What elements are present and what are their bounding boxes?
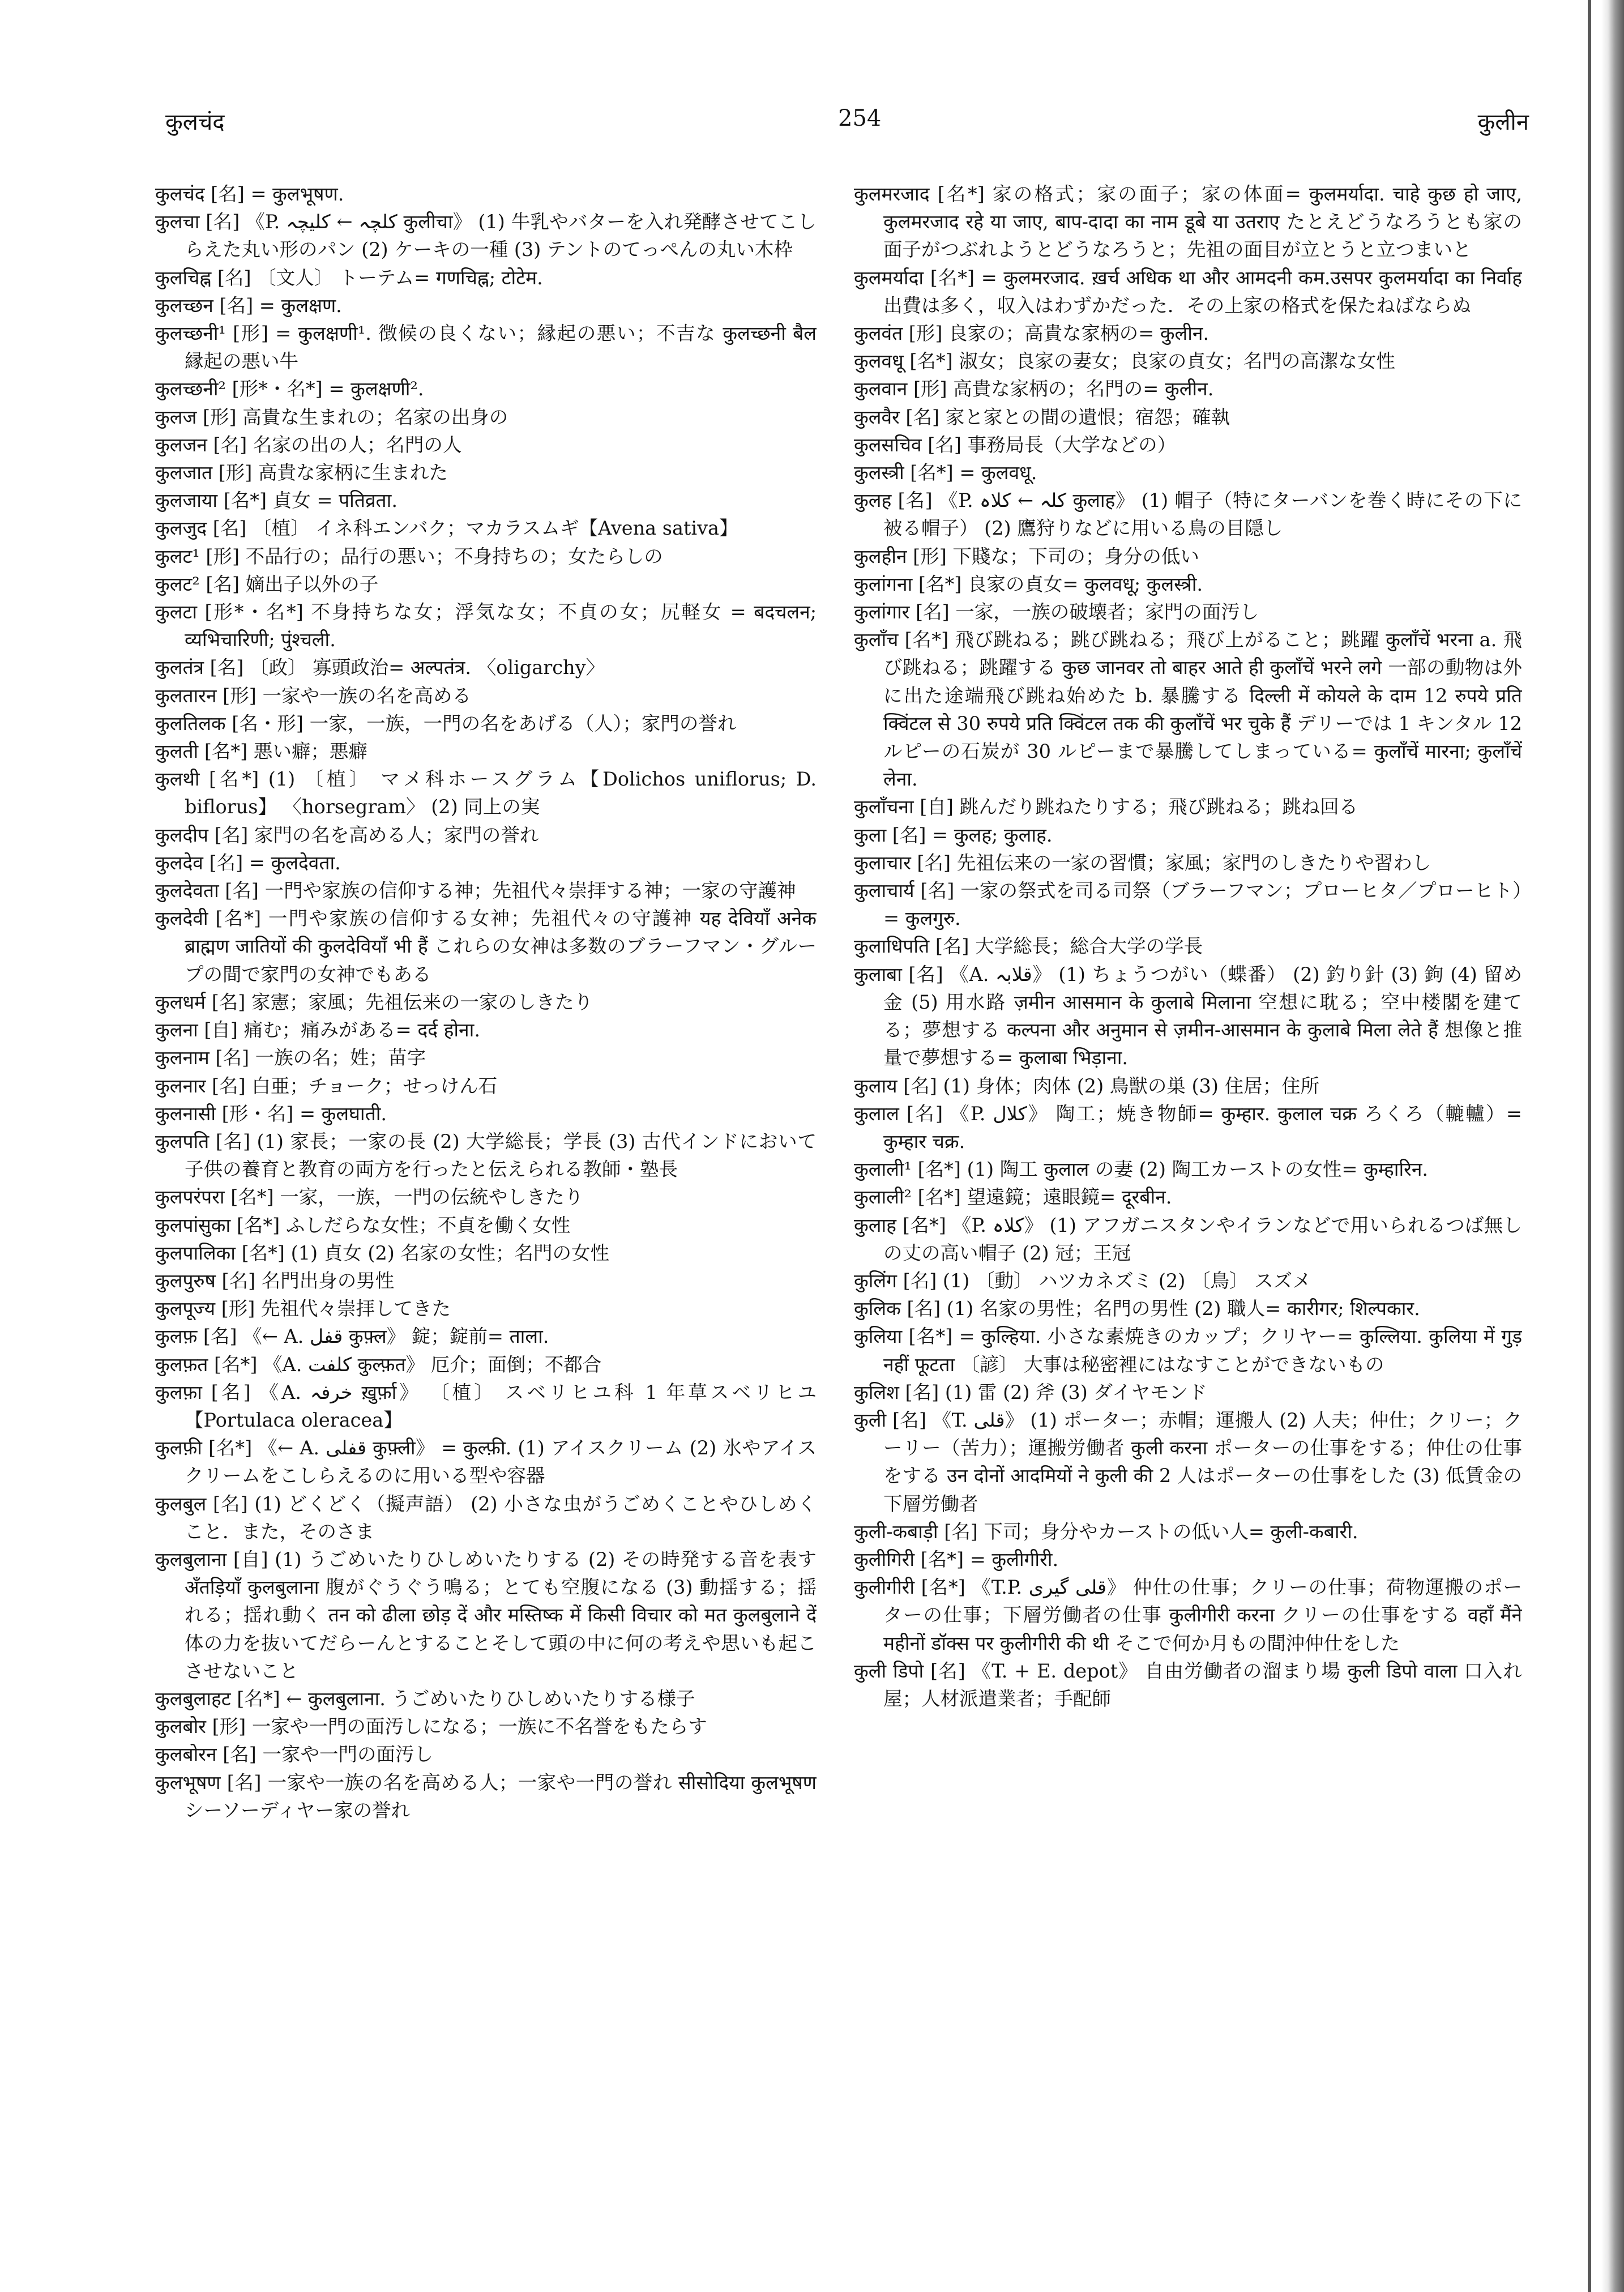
dictionary-entry: कुलांगार [名] 一家，一族の破壊者；家門の面汚し <box>854 601 1259 624</box>
dictionary-entry: कुलचंद [名] = कुलभूषण. <box>155 183 344 205</box>
dictionary-entry: कुलफ़ [名] 《← A. قفل कुफ़्ल》 錠；錠前= ताला. <box>155 1325 549 1348</box>
dictionary-entry: कुलबुल [名] (1) どくどく（擬声語） (2) 小さな虫がうごめくことやひしめくこと．また，そのさま <box>155 1492 817 1543</box>
right-running-headword: कुलीन <box>1477 109 1529 135</box>
dictionary-entry: कुलजुद [名] 〔植〕 イネ科エンバク；マカラスムギ【Avena sativa】 <box>155 517 738 540</box>
dictionary-entry: कुलच्छनी² [形*・名*] = कुलक्षणी². <box>155 378 424 400</box>
dictionary-entry: कुलपरंपरा [名*] 一家，一族，一門の伝統やしきたり <box>155 1186 584 1209</box>
dictionary-entry: कुलाल [名] 《P. کلال》 陶工；焼き物師= कुम्हार. कुलाल चक्र ろくろ（轆轤）= कुम्हार चक्र. <box>854 1102 1522 1153</box>
dictionary-entry: कुलधर्म [名] 家憲；家風；先祖伝来の一家のしきたり <box>155 991 593 1013</box>
dictionary-entry: कुलपुरुष [名] 名門出身の男性 <box>155 1269 395 1292</box>
dictionary-entry: कुलिंग [名] (1) 〔動〕 ハツカネズミ (2) 〔鳥〕 スズメ <box>854 1269 1311 1292</box>
dictionary-entry: कुलजाया [名*] 貞女 = पतिव्रता. <box>155 489 398 512</box>
left-running-headword: कुलचंद <box>165 109 225 135</box>
dictionary-entry: कुलह [名] 《P. کلہ ← کلاہ कुलाह》 (1) 帽子（特にターバンを巻く時にその下に被る帽子） (2) 鷹狩りなどに用いる鳥の目隠し <box>854 489 1522 540</box>
dictionary-entry: कुलफ़ी [名*] 《← A. قفلی कुफ़्ली》 = कुल्फ़ी. (1) アイスクリーム (2) 氷やアイスクリームをこしらえるのに用いる型や容器 <box>155 1437 817 1487</box>
dictionary-entry: कुलना [自] 痛む；痛みがある= दर्द होना. <box>155 1019 480 1042</box>
dictionary-entry: कुलाली¹ [名*] (1) 陶工 कुलाल の妻 (2) 陶工カーストの女性= कुम्हारिन. <box>854 1158 1429 1181</box>
dictionary-entry: कुलिक [名] (1) 名家の男性；名門の男性 (2) 職人= कारीगर; शिल्पकार. <box>854 1297 1420 1320</box>
dictionary-entry: कुलाली² [名*] 望遠鏡；遠眼鏡= दूरबीन. <box>854 1186 1172 1209</box>
dictionary-entry: कुलिश [名] (1) 雷 (2) 斧 (3) ダイヤモンド <box>854 1381 1207 1403</box>
dictionary-entry: कुला [名] = कुलह; कुलाह. <box>854 823 1053 846</box>
dictionary-entry: कुलभूषण [名] 一家や一族の名を高める人；一家や一門の誉れ सीसोदिया कुलभूषण シーソーディヤー家の誉れ <box>155 1771 817 1821</box>
dictionary-entry: कुलबुलाना [自] (1) うごめいたりひしめいたりする (2) その時発する音を表す अँतड़ियाँ कुलबुलाना 腹がぐうぐう鳴る；とても空腹になる (3) 動揺する；揺れる；揺れ動く तन को ढीला छोड़ दें और मस्तिष्क में किसी विचार को मत कुलबुलाने दें 体の力を抜いてだらーんとすることそして頭の中に何の考えや思いも起こさせないこと <box>155 1548 817 1682</box>
dictionary-entry: कुलवैर [名] 家と家との間の遺恨；宿怨；確執 <box>854 406 1230 428</box>
dictionary-entry: कुलाबा [名] 《A. قلابہ》 (1) ちょうつがい（蝶番） (2) 釣り針 (3) 鉤 (4) 留め金 (5) 用水路 ज़मीन आसमान के कुलाबे मिलाना 空想に耽る；空中楼閣を建てる；夢想する कल्पना और अनुमान से ज़मीन-आसमान के कुलाबे मिला लेते हैं 想像と推量で夢想する= कुलाबा भिड़ाना. <box>854 963 1522 1069</box>
dictionary-entry: कुलपति [名] (1) 家長；一家の長 (2) 大学総長；学長 (3) 古代インドにおいて子供の養育と教育の両方を行ったと伝えられる教師・塾長 <box>155 1130 817 1181</box>
dictionary-entry: कुलीगिरी [名*] = कुलीगीरी. <box>854 1548 1059 1570</box>
dictionary-entry: कुलपूज्य [形] 先祖代々崇拝してきた <box>155 1297 451 1320</box>
dictionary-entry: कुलवंत [形] 良家の；高貴な家柄の= कुलीन. <box>854 322 1210 345</box>
dictionary-entry: कुलचा [名] 《P. کلچہ ← کلیچہ कुलीचा》 (1) 牛乳やバターを入れ発酵させてこしらえた丸い形のパン (2) ケーキの一種 (3) テントのてっぺんの丸い木枠 <box>155 211 817 261</box>
dictionary-entry: कुलदेवी [名*] 一門や家族の信仰する女神；先祖代々の守護神 यह देवियाँ अनेक ब्राह्मण जातियों की कुलदेवियाँ भी हैं これらの女神は多数のブラーフマン・グループの間で家門の女神でもある <box>155 907 817 985</box>
dictionary-entry: कुलिया [名*] = कुल्हिया. 小さな素焼きのカップ；クリヤー= कुल्लिया. कुलिया में गुड़ नहीं फूटता 〔諺〕 大事は秘密裡にはなすことができないもの <box>854 1325 1522 1376</box>
dictionary-entry: कुलबोर [形] 一家や一門の面汚しになる；一族に不名誉をもたらす <box>155 1715 707 1738</box>
dictionary-entry: कुलदीप [名] 家門の名を高める人；家門の誉れ <box>155 823 539 846</box>
dictionary-entry: कुलमर्यादा [名*] = कुलमरजाद. ख़र्च अधिक था और आमदनी कम.उसपर कुलमर्यादा का निर्वाह 出費は多く，収入はわずかだった．その上家の格式を保たねばならぬ <box>854 266 1522 317</box>
dictionary-entry: कुलतंत्र [名] 〔政〕 寡頭政治= अल्पतंत्र. 〈oligarchy〉 <box>155 656 605 679</box>
dictionary-entry: कुली-कबाड़ी [名] 下司；身分やカーストの低い人= कुली-कबारी. <box>854 1520 1358 1543</box>
dictionary-entry: कुलाँच [名*] 飛び跳ねる；跳び跳ねる；飛び上がること；跳躍 कुलाँचें भरना a. 飛び跳ねる；跳躍する कुछ जानवर तो बाहर आते ही कुलाँचें भरने लगे 一部の動物は外に出た途端飛び跳ね始めた b. 暴騰する दिल्ली में कोयले के दाम 12 रुपये प्रति क्विंटल से 30 रुपये प्रति क्विंटल तक की कुलाँचें भर चुके हैं デリーでは 1 キンタル 12 ルピーの石炭が 30 ルピーまで暴騰してしまっている= कुलाँचें मारना; कुलाँचें लेना. <box>854 629 1522 791</box>
dictionary-entry: कुलदेव [名] = कुलदेवता. <box>155 851 341 874</box>
dictionary-entry: कुलतारन [形] 一家や一族の名を高める <box>155 684 471 707</box>
dictionary-entry: कुलवधू [名*] 淑女；良家の妻女；良家の貞女；名門の高潔な女性 <box>854 350 1395 373</box>
right-column <box>854 180 1522 2287</box>
dictionary-entry: कुलट² [名] 嫡出子以外の子 <box>155 573 379 595</box>
dictionary-entry: कुलदेवता [名] 一門や家族の信仰する神；先祖代々崇拝する神；一家の守護神 <box>155 880 796 902</box>
scan-binding-shadow <box>1588 0 1591 2292</box>
scan-page-edge <box>1601 0 1624 2292</box>
dictionary-entry: कुलच्छन [名] = कुलक्षण. <box>155 294 342 317</box>
dictionary-entry: कुलस्त्री [名*] = कुलवधू. <box>854 462 1037 484</box>
dictionary-entry: कुलाह [名*] 《P. کلاہ》 (1) アフガニスタンやイランなどで用いられるつば無しの丈の高い帽子 (2) 冠；王冠 <box>854 1214 1522 1264</box>
dictionary-entry: कुलनासी [形・名] = कुलघाती. <box>155 1102 387 1125</box>
dictionary-entry: कुलनाम [名] 一族の名；姓；苗字 <box>155 1047 426 1069</box>
dictionary-entry: कुलफ़त [名*] 《A. کلفت कुल्फ़त》 厄介；面倒；不都合 <box>155 1353 602 1376</box>
dictionary-entry: कुलाय [名] (1) 身体；肉体 (2) 鳥獣の巣 (3) 住居；住所 <box>854 1074 1320 1097</box>
dictionary-entry: कुली [名] 《T. قلی》 (1) ポーター；赤帽；運搬人 (2) 人夫；仲仕；クリー；クーリー（苦力）；運搬労働者 कुली करना ポーターの仕事をする；仲仕の仕事をする उन दोनों आदमियों ने कुली की 2 人はポーターの仕事をした (3) 低賃金の下層労働者 <box>854 1409 1522 1515</box>
dictionary-entry: कुलांगना [名*] 良家の貞女= कुलवधू; कुलस्त्री. <box>854 573 1203 595</box>
dictionary-entry: कुलपालिका [名*] (1) 貞女 (2) 名家の女性；名門の女性 <box>155 1241 609 1264</box>
dictionary-entry: कुलटा [形*・名*] 不身持ちな女；浮気な女；不貞の女；尻軽女 = बदचलन; व्यभिचारिणी; पुंश्चली. <box>155 601 817 651</box>
dictionary-entry: कुलीगीरी [名*] 《T.P. قلی گیری》 仲仕の仕事；クリーの仕事；荷物運搬のポーターの仕事；下層労働者の仕事 कुलीगीरी करना クリーの仕事をする वहाँ मैंने महीनों डॉक्स पर कुलीगीरी की थी そこで何か月もの間沖仲仕をした <box>854 1576 1522 1654</box>
dictionary-entry: कुलाधिपति [名] 大学総長；総合大学の学長 <box>854 935 1203 958</box>
dictionary-entry: कुलमरजाद [名*] 家の格式；家の面子；家の体面= कुलमर्यादा. चाहे कुछ हो जाए, कुलमरजाद रहे या जाए, बाप-दादा का नाम डूबे या उतराए たとえどうなろうとも家の面子がつぶれようとどうなろうと；先祖の面目が立とうと立つまいと <box>854 183 1522 261</box>
dictionary-entry: कुलतिलक [名・形] 一家，一族，一門の名をあげる（人）；家門の誉れ <box>155 712 737 735</box>
dictionary-entry: कुलपांसुका [名*] ふしだらな女性；不貞を働く女性 <box>155 1214 571 1236</box>
left-column <box>155 180 817 2287</box>
page-header <box>165 105 1529 151</box>
dictionary-entry: कुली डिपो [名] 《T. + E. depot》 自由労働者の溜まり場 कुली डिपो वाला 口入れ屋；人材派遣業者；手配師 <box>854 1659 1522 1710</box>
dictionary-entry: कुलसचिव [名] 事務局長（大学などの） <box>854 433 1177 456</box>
dictionary-entry: कुलती [名*] 悪い癖；悪癖 <box>155 740 367 763</box>
dictionary-entry: कुलबोरन [名] 一家や一門の面汚し <box>155 1743 433 1766</box>
dictionary-entry: कुलवान [形] 高貴な家柄の；名門の= कुलीन. <box>854 378 1214 400</box>
dictionary-entry: कुलहीन [形] 下賤な；下司の；身分の低い <box>854 545 1199 567</box>
dictionary-entry: कुलट¹ [形] 不品行の；品行の悪い；不身持ちの；女たらしの <box>155 545 663 567</box>
dictionary-entry: कुलनार [名] 白亜；チョーク；せっけん石 <box>155 1074 498 1097</box>
dictionary-entry: कुलबुलाहट [名*] ← कुलबुलाना. うごめいたりひしめいたりする様子 <box>155 1687 695 1710</box>
page-number: 254 <box>838 105 882 131</box>
dictionary-entry: कुलजात [形] 高貴な家柄に生まれた <box>155 462 448 484</box>
dictionary-entry: कुलथी [名*] (1) 〔植〕 マメ科ホースグラム【Dolichos uniflorus; D. biflorus】 〈horsegram〉 (2) 同上の実 <box>155 768 817 818</box>
dictionary-entry: कुलफ़ा [名] 《A. خرفہ ख़ुर्फ़ा》 〔植〕 スベリヒユ科 1 年草スベリヒユ【Portulaca oleracea】 <box>155 1381 817 1431</box>
dictionary-entry: कुलचिह्न [名] 〔文人〕 トーテム= गणचिह्न; टोटेम. <box>155 266 543 289</box>
dictionary-entry: कुलाचार्य [名] 一家の祭式を司る司祭（ブラーフマン；プローヒタ／プローヒト）= कुलगुरु. <box>854 880 1522 930</box>
dictionary-entry: कुलाचार [名] 先祖伝来の一家の習慣；家風；家門のしきたりや習わし <box>854 851 1431 874</box>
dictionary-entry: कुलजन [名] 名家の出の人；名門の人 <box>155 433 462 456</box>
dictionary-entry: कुलच्छनी¹ [形] = कुलक्षणी¹. 徴候の良くない；縁起の悪い；不吉な कुलच्छनी बैल 縁起の悪い牛 <box>155 322 817 373</box>
dictionary-entry: कुलाँचना [自] 跳んだり跳ねたりする；飛び跳ねる；跳ね回る <box>854 796 1358 818</box>
dictionary-entry: कुलज [形] 高貴な生まれの；名家の出身の <box>155 406 508 428</box>
